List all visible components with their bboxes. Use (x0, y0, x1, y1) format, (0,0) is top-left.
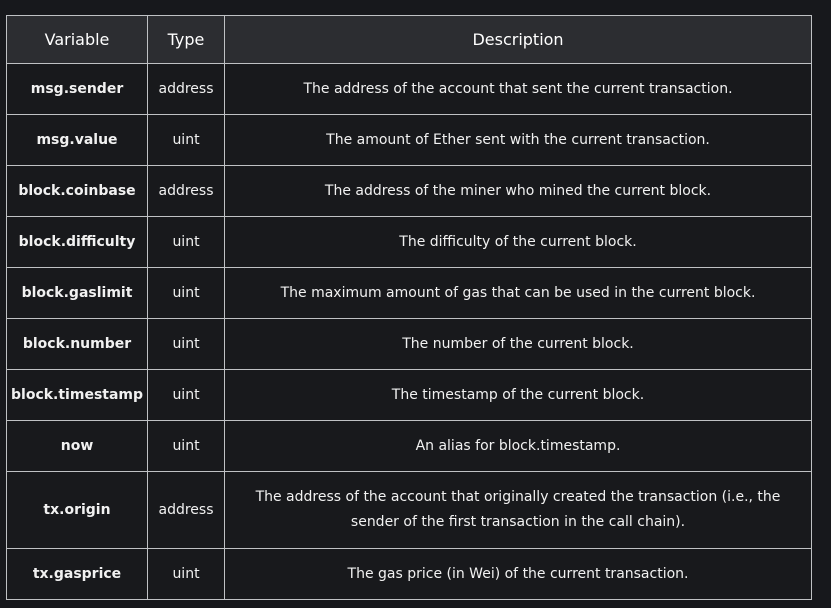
variables-table (6, 15, 812, 600)
table-row (7, 549, 812, 600)
type-cell: uint (148, 421, 225, 472)
header-variable: Variable (7, 16, 148, 64)
table-row (7, 64, 812, 115)
variable-cell: block.coinbase (7, 166, 148, 217)
variable-cell: msg.sender (7, 64, 148, 115)
type-cell: uint (148, 217, 225, 268)
table-row (7, 370, 812, 421)
description-cell: The gas price (in Wei) of the current transaction. (225, 549, 812, 600)
variable-cell: msg.value (7, 115, 148, 166)
description-cell: The maximum amount of gas that can be used in the current block. (225, 268, 812, 319)
header-row (7, 16, 812, 64)
description-cell: An alias for block.timestamp. (225, 421, 812, 472)
variables-table-container (6, 15, 811, 600)
type-cell: uint (148, 549, 225, 600)
type-cell: address (148, 472, 225, 549)
header-description: Description (225, 16, 812, 64)
variable-cell: block.number (7, 319, 148, 370)
type-cell: address (148, 166, 225, 217)
description-cell: The address of the miner who mined the current block. (225, 166, 812, 217)
table-row (7, 268, 812, 319)
header-type: Type (148, 16, 225, 64)
table-row (7, 421, 812, 472)
description-cell: The amount of Ether sent with the current transaction. (225, 115, 812, 166)
type-cell: uint (148, 115, 225, 166)
type-cell: uint (148, 370, 225, 421)
variable-cell: block.gaslimit (7, 268, 148, 319)
variable-cell: tx.origin (7, 472, 148, 549)
type-cell: address (148, 64, 225, 115)
table-body (7, 64, 812, 600)
description-cell: The address of the account that sent the current transaction. (225, 64, 812, 115)
variable-cell: now (7, 421, 148, 472)
variable-cell: tx.gasprice (7, 549, 148, 600)
table-row (7, 319, 812, 370)
table-row (7, 166, 812, 217)
table-header (7, 16, 812, 64)
type-cell: uint (148, 319, 225, 370)
table-row (7, 217, 812, 268)
variable-cell: block.difficulty (7, 217, 148, 268)
table-row (7, 115, 812, 166)
description-cell: The address of the account that originally created the transaction (i.e., the sender of the first transaction in the call chain). (225, 472, 812, 549)
variable-cell: block.timestamp (7, 370, 148, 421)
description-cell: The difficulty of the current block. (225, 217, 812, 268)
type-cell: uint (148, 268, 225, 319)
table-row (7, 472, 812, 549)
description-cell: The timestamp of the current block. (225, 370, 812, 421)
description-cell: The number of the current block. (225, 319, 812, 370)
